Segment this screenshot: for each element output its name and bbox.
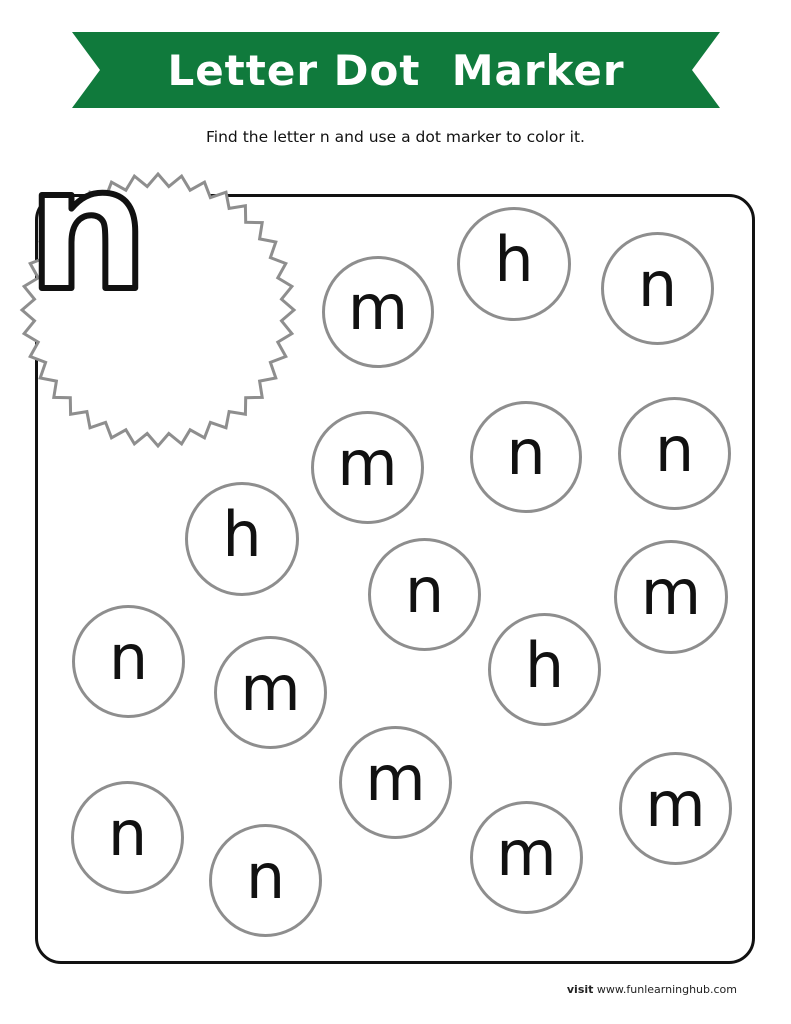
dot-letter: h	[494, 223, 534, 296]
letter-dot-circle[interactable]	[71, 781, 184, 894]
letter-dot-circle[interactable]	[322, 256, 434, 368]
letter-dot-circle[interactable]	[209, 824, 322, 937]
target-letter-badge	[18, 170, 298, 450]
dot-letter: n	[245, 839, 286, 913]
letter-dot-circle[interactable]	[311, 411, 424, 524]
dot-letter: h	[524, 628, 565, 702]
letter-dot-circle[interactable]	[488, 613, 601, 726]
title-banner	[72, 32, 720, 108]
letter-dot-circle[interactable]	[185, 482, 299, 596]
letter-dot-circle[interactable]	[470, 401, 582, 513]
letter-dot-circle[interactable]	[619, 752, 732, 865]
letter-dot-circle[interactable]	[368, 538, 481, 651]
dot-letter: n	[637, 247, 678, 321]
instruction-text: Find the letter n and use a dot marker to color it.	[206, 128, 585, 146]
dot-letter: m	[496, 816, 557, 890]
letter-dot-circle[interactable]	[339, 726, 452, 839]
dot-letter: m	[645, 767, 706, 841]
dot-letter: m	[337, 426, 398, 500]
footer-credit	[567, 983, 737, 996]
dot-letter: m	[365, 741, 426, 815]
dot-letter: n	[404, 553, 445, 627]
letter-dot-circle[interactable]	[457, 207, 571, 321]
letter-dot-circle[interactable]	[470, 801, 583, 914]
dot-letter: n	[654, 412, 695, 486]
dot-letter: n	[108, 620, 149, 694]
dot-letter: m	[347, 271, 409, 344]
letter-dot-circle[interactable]	[614, 540, 728, 654]
footer-url[interactable]: www.funlearninghub.com	[596, 983, 737, 996]
letter-dot-circle[interactable]	[72, 605, 185, 718]
dot-letter: h	[222, 498, 262, 571]
dot-letter: m	[640, 556, 702, 629]
svg-text:n: n	[27, 170, 149, 310]
dot-letter: n	[506, 416, 546, 489]
page-title: Letter Dot Marker	[167, 45, 625, 95]
footer-visit-label: visit	[566, 983, 594, 996]
letter-dot-circle[interactable]	[618, 397, 731, 510]
dot-letter: m	[240, 651, 301, 725]
letter-dot-circle[interactable]	[214, 636, 327, 749]
dot-letter: n	[107, 796, 148, 870]
target-letter-outline	[18, 170, 298, 450]
letter-outline-glyph	[18, 170, 158, 310]
letter-dot-circle[interactable]	[601, 232, 714, 345]
